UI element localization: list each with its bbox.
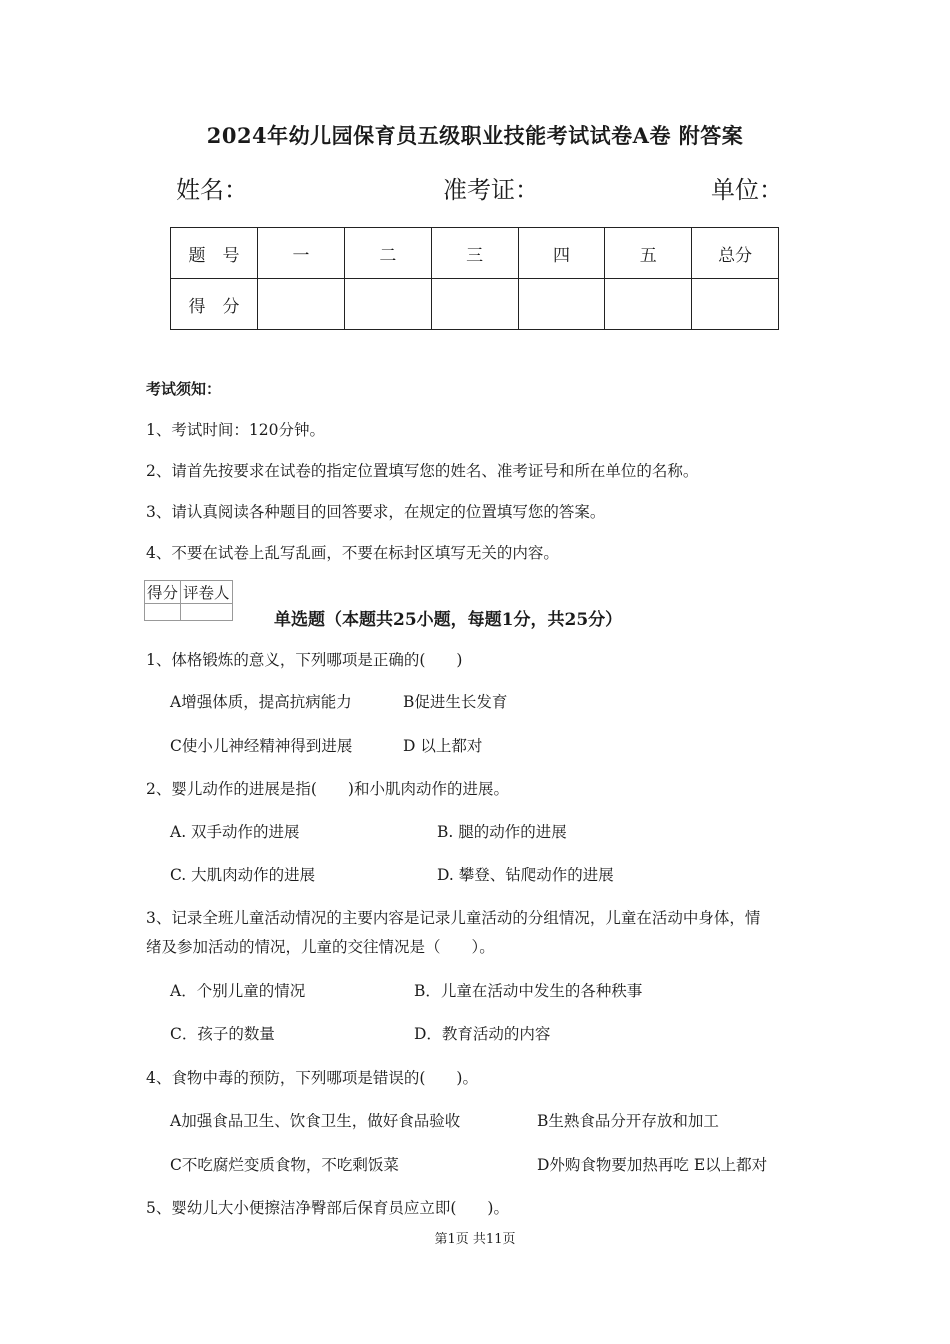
option-c: C．孩子的数量 xyxy=(170,1025,275,1043)
score-table-header-cell: 二 xyxy=(344,228,431,279)
score-table-header-cell: 五 xyxy=(605,228,692,279)
notice-item: 1、考试时间：120分钟。 xyxy=(146,421,325,439)
option-a: A加强食品卫生、饮食卫生，做好食品验收 xyxy=(170,1112,461,1130)
option-d: D外购食物要加热再吃 E以上都对 xyxy=(537,1156,768,1174)
page-footer: 第1页 共11页 xyxy=(434,1232,516,1247)
score-cell xyxy=(258,279,345,330)
option-b: B生熟食品分开存放和加工 xyxy=(537,1112,719,1130)
unit-field-label: 单位： xyxy=(711,176,783,204)
option-b: B. 腿的动作的进展 xyxy=(437,823,567,841)
exam-id-field-label: 准考证： xyxy=(443,176,539,204)
option-c: C不吃腐烂变质食物，不吃剩饭菜 xyxy=(170,1156,399,1174)
question-stem: 1、体格锻炼的意义，下列哪项是正确的( ) xyxy=(146,651,463,669)
score-table xyxy=(170,227,779,330)
score-cell xyxy=(431,279,518,330)
score-cell xyxy=(605,279,692,330)
question-stem-line: 3、记录全班儿童活动情况的主要内容是记录儿童活动的分组情况，儿童在活动中身体，情 xyxy=(146,909,761,927)
question-stem: 2、婴儿动作的进展是指( )和小肌肉动作的进展。 xyxy=(146,780,509,798)
score-table-header-cell: 一 xyxy=(258,228,345,279)
option-a: A. 双手动作的进展 xyxy=(170,823,300,841)
option-c: C. 大肌肉动作的进展 xyxy=(170,866,316,884)
question-stem-line: 绪及参加活动的情况，儿童的交往情况是（ ）。 xyxy=(146,938,495,956)
score-table-score-row xyxy=(171,279,779,330)
option-c: C使小儿神经精神得到进展 xyxy=(170,737,353,755)
notice-heading: 考试须知： xyxy=(146,380,222,398)
option-d: D．教育活动的内容 xyxy=(414,1025,551,1043)
score-cell xyxy=(692,279,779,330)
section-title: 单选题（本题共25小题，每题1分，共25分） xyxy=(274,610,623,630)
notice-item: 4、不要在试卷上乱写乱画，不要在标封区填写无关的内容。 xyxy=(146,544,559,562)
grader-name-cell xyxy=(181,604,233,621)
question-stem: 5、婴幼儿大小便擦洁净臀部后保育员应立即( )。 xyxy=(146,1199,509,1217)
option-b: B．儿童在活动中发生的各种秩事 xyxy=(414,982,643,1000)
grader-box xyxy=(144,580,233,621)
option-b: B促进生长发育 xyxy=(403,693,508,711)
notice-item: 3、请认真阅读各种题目的回答要求，在规定的位置填写您的答案。 xyxy=(146,503,606,521)
score-table-header-cell: 总分 xyxy=(692,228,779,279)
score-table-header-cell: 题 号 xyxy=(171,228,258,279)
grader-score-cell xyxy=(145,604,181,621)
name-field-label: 姓名： xyxy=(176,176,248,204)
option-d: D. 攀登、钻爬动作的进展 xyxy=(437,866,614,884)
option-d: D 以上都对 xyxy=(403,737,483,755)
grader-name-label: 评卷人 xyxy=(181,581,233,604)
notice-item: 2、请首先按要求在试卷的指定位置填写您的姓名、准考证号和所在单位的名称。 xyxy=(146,462,699,480)
score-cell xyxy=(518,279,605,330)
question-stem: 4、食物中毒的预防，下列哪项是错误的( )。 xyxy=(146,1069,478,1087)
score-row-label: 得 分 xyxy=(171,279,258,330)
score-table-header-row xyxy=(171,228,779,279)
option-a: A．个别儿童的情况 xyxy=(170,982,306,1000)
score-table-header-cell: 四 xyxy=(518,228,605,279)
score-cell xyxy=(344,279,431,330)
option-a: A增强体质，提高抗病能力 xyxy=(170,693,352,711)
grader-score-label: 得分 xyxy=(145,581,181,604)
score-table-header-cell: 三 xyxy=(431,228,518,279)
page-title: 2024年幼儿园保育员五级职业技能考试试卷A卷 附答案 xyxy=(206,123,744,148)
